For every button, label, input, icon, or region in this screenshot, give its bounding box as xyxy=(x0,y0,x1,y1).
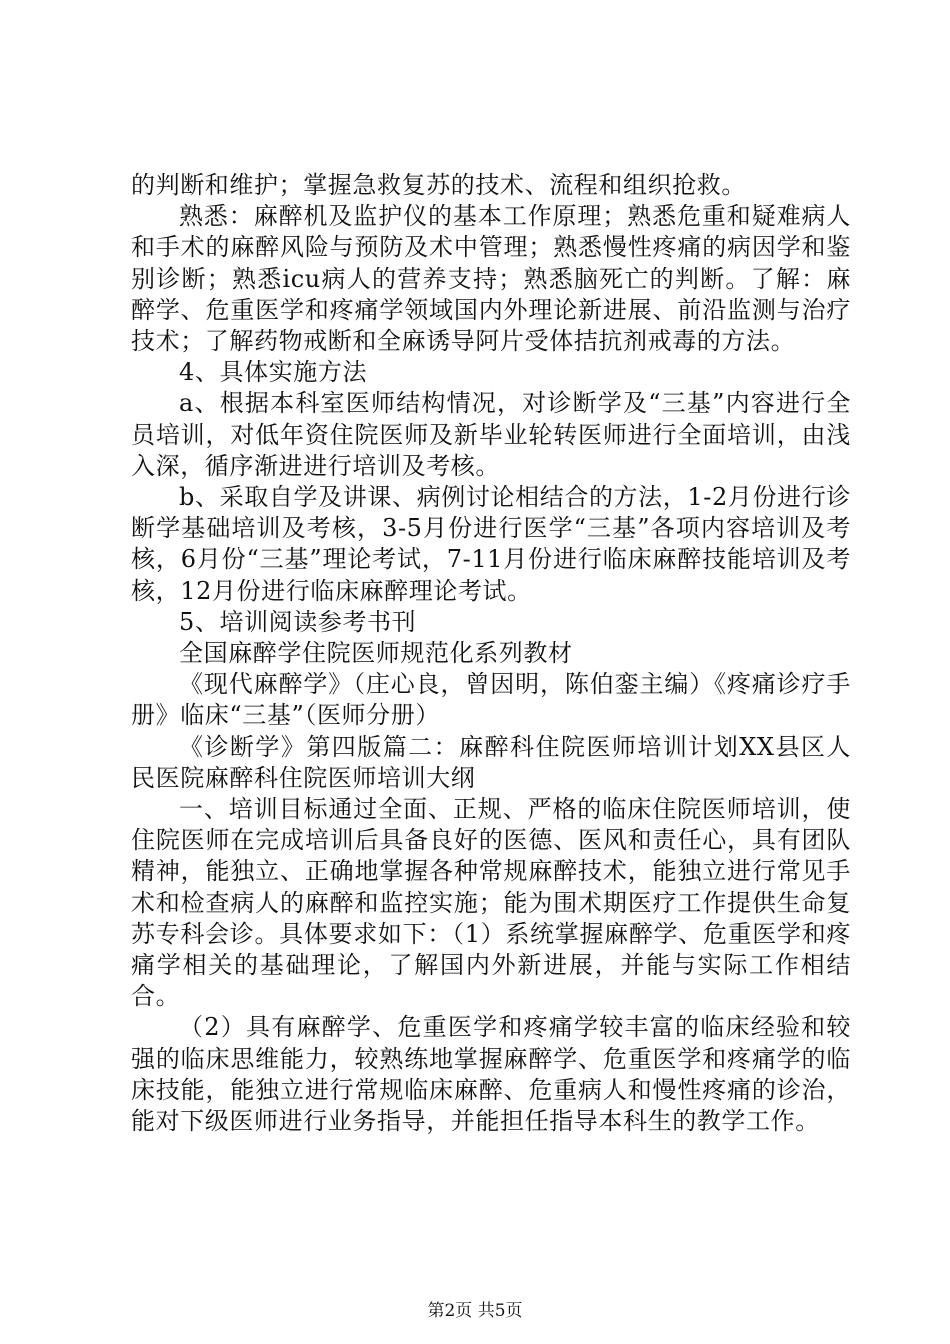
paragraph-3: a、根据本科室医师结构情况，对诊断学及“三基”内容进行全员培训，对低年资住院医师及新毕业轮转医师进行全面培训，由浅入深，循序渐进进行培训及考核。 xyxy=(131,389,851,480)
reference-2: 《现代麻醉学》（庄心良，曾因明，陈伯銮主编）《疼痛诊疗手册》临床“三基”（医师分册） xyxy=(131,670,851,730)
section-heading-5: 5、培训阅读参考书刊 xyxy=(179,607,417,636)
section-heading-4: 4、具体实施方法 xyxy=(179,358,368,387)
document-body xyxy=(131,170,851,1137)
paragraph-4: b、采取自学及讲课、病例讨论相结合的方法，1-2月份进行诊断学基础培训及考核，3-5月份进行医学“三基”各项内容培训及考核，6月份“三基”理论考试，7-11月份进行临床麻醉技能培训及考核，12月份进行临床麻醉理论考试。 xyxy=(131,483,851,605)
paragraph-6: （2）具有麻醉学、危重医学和疼痛学较丰富的临床经验和较强的临床思维能力，较熟练地掌握麻醉学、危重医学和疼痛学的临床技能，能独立进行常规临床麻醉、危重病人和慢性疼痛的诊治，能对下级医师进行业务指导，并能担任指导本科生的教学工作。 xyxy=(131,1013,851,1136)
paragraph-2: 熟悉：麻醉机及监护仪的基本工作原理；熟悉危重和疑难病人和手术的麻醉风险与预防及术中管理；熟悉慢性疼痛的病因学和鉴别诊断；熟悉icu病人的营养支持；熟悉脑死亡的判断。了解：麻醉学、危重医学和疼痛学领域国内外理论新进展、前沿监测与治疗技术；了解药物戒断和全麻诱导阿片受体拮抗剂戒毒的方法。 xyxy=(131,202,851,356)
paragraph-1: 的判断和维护；掌握急救复苏的技术、流程和组织抢救。 xyxy=(131,171,746,199)
paragraph-5: 一、培训目标通过全面、正规、严格的临床住院医师培训，使住院医师在完成培训后具备良好的医德、医风和责任心，具有团队精神，能独立、正确地掌握各种常规麻醉技术，能独立进行常见手术和检查病人的麻醉和监控实施；能为围术期医疗工作提供生命复苏专科会诊。具体要求如下：（1）系统掌握麻醉学、危重医学和疼痛学相关的基础理论，了解国内外新进展，并能与实际工作相结合。 xyxy=(131,795,851,1011)
reference-1: 全国麻醉学住院医师规范化系列教材 xyxy=(179,639,573,668)
reference-3: 《诊断学》第四版篇二：麻醉科住院医师培训计划XX县区人民医院麻醉科住院医师培训大纲 xyxy=(131,732,851,792)
page-number-footer: 第2页 共5页 xyxy=(427,1301,523,1321)
